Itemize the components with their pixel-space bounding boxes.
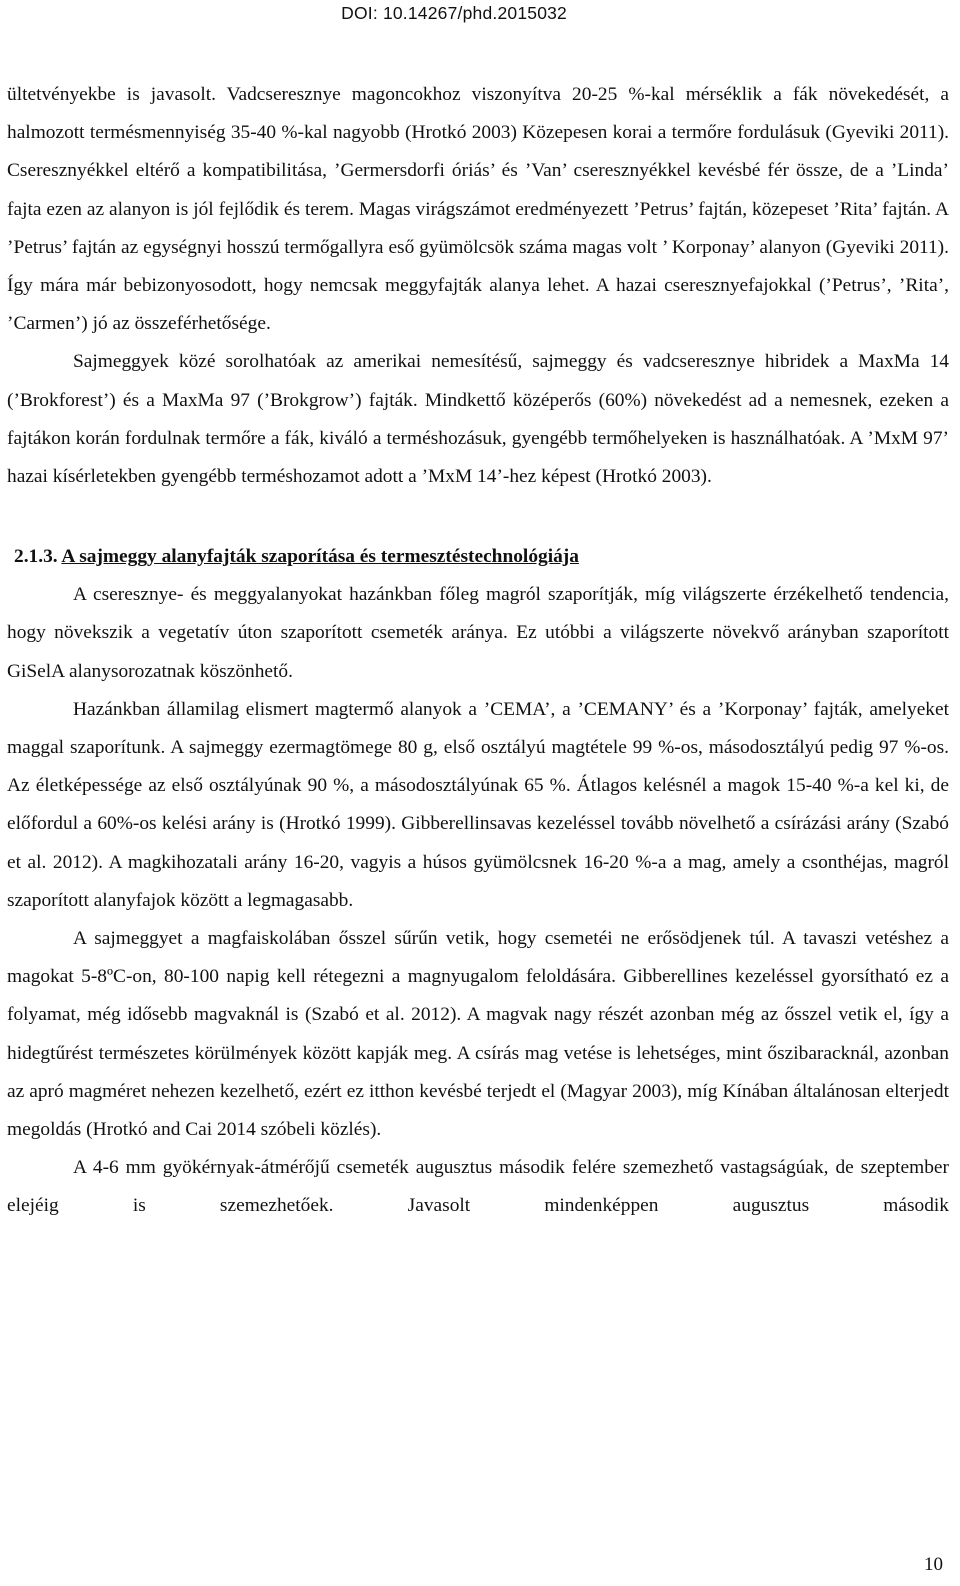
section-heading bbox=[7, 538, 949, 576]
paragraph: A 4-6 mm gyökérnyak-átmérőjű csemeték augusztus második felére szemezhető vastagságúak, de szeptember elejéig is szemezhetőek. Javasolt mindenképpen augusztus második bbox=[7, 1157, 949, 1217]
page-body bbox=[7, 76, 949, 1226]
paragraph: Hazánkban államilag elismert magtermő alanyok a ’CEMA’, a ’CEMANY’ és a ’Korponay’ fajták, amelyeket maggal szaporítunk. A sajmeggy ezermagtömege 80 g, első osztályú magtétele 99 %-os, másodosztályú pedig 97 %-os. Az életképessége az első osztályúnak 90 %, a másodosztályúnak 65 %. Átlagos kelésnél a magok 15-40 %-a kel ki, de előfordul a 60%-os kelési arány is (Hrotkó 1999). Gibberellinsavas kezeléssel tovább növelhető a csírázási arány (Szabó et al. 2012). A magkihozatali arány 16-20, vagyis a húsos gyümölcsnek 16-20 %-a a mag, amely a csonthéjas, magról szaporított alanyfajok között a legmagasabb. bbox=[7, 698, 949, 911]
paragraph: A cseresznye- és meggyalanyokat hazánkban főleg magról szaporítják, míg világszerte érzékelhető tendencia, hogy növekszik a vegetatív úton szaporított csemeték aránya. Ez utóbbi a világszerte növekvő arányban szaporított GiSelA alanysorozatnak köszönhető. bbox=[7, 584, 949, 682]
section-number: 2.1.3. bbox=[14, 546, 58, 568]
section-title: A sajmeggy alanyfajták szaporítása és termesztéstechnológiája bbox=[61, 546, 579, 568]
paragraph: ültetvényekbe is javasolt. Vadcseresznye magoncokhoz viszonyítva 20-25 %-kal mérséklik a fák növekedését, a halmozott termésmennyiség 35-40 %-kal nagyobb (Hrotkó 2003) Közepesen korai a termőre fordulásuk (Gyeviki 2011). Cseresznyékkel eltérő a kompatibilitása, ’Germersdorfi óriás’ és ’Van’ cseresznyékkel kevésbé fér össze, de a ’Linda’ fajta ezen az alanyon is jól fejlődik és terem. Magas virágszámot eredményezett ’Petrus’ fajtán, közepeset ’Rita’ fajtán. A ’Petrus’ fajtán az egységnyi hosszú termőgallyra eső gyümölcsök száma magas volt ’ Korponay’ alanyon (Gyeviki 2011). Így mára már bebizonyosodott, hogy nemcsak meggyfajták alanya lehet. A hazai cseresznyefajokkal (’Petrus’, ’Rita’, ’Carmen’) jó az összeférhetősége. bbox=[7, 84, 949, 335]
page-number: 10 bbox=[924, 1554, 943, 1575]
paragraph: A sajmeggyet a magfaiskolában ősszel sűrűn vetik, hogy csemetéi ne erősödjenek túl. A tavaszi vetéshez a magokat 5-8ºC-on, 80-100 napig kell rétegezni a magnyugalom feloldására. Gibberellines kezeléssel gyorsítható ez a folyamat, még idősebb magvaknál is (Szabó et al. 2012). A magvak nagy részét azonban még az ősszel vetik el, így a hidegtűrést természetes körülmények között kapják meg. A csírás mag vetése is lehetséges, mint őszibaracknál, azonban az apró magméret nehezen kezelhető, ezért ez itthon kevésbé terjedt el (Magyar 2003), míg Kínában általánosan elterjedt megoldás (Hrotkó and Cai 2014 szóbeli közlés). bbox=[7, 928, 949, 1141]
section-spacer bbox=[7, 496, 949, 538]
paragraph: Sajmeggyek közé sorolhatóak az amerikai nemesítésű, sajmeggy és vadcseresznye hibridek a MaxMa 14 (’Brokforest’) és a MaxMa 97 (’Brokgrow’) fajták. Mindkettő középerős (60%) növekedést ad a nemesnek, ezeken a fajtákon korán fordulnak termőre a fák, kiváló a terméshozásuk, gyengébb termőhelyeken is használhatóak. A ’MxM 97’ hazai kísérletekben gyengébb terméshozamot adott a ’MxM 14’-hez képest (Hrotkó 2003). bbox=[7, 351, 949, 488]
doi-header: DOI: 10.14267/phd.2015032 bbox=[341, 3, 567, 23]
